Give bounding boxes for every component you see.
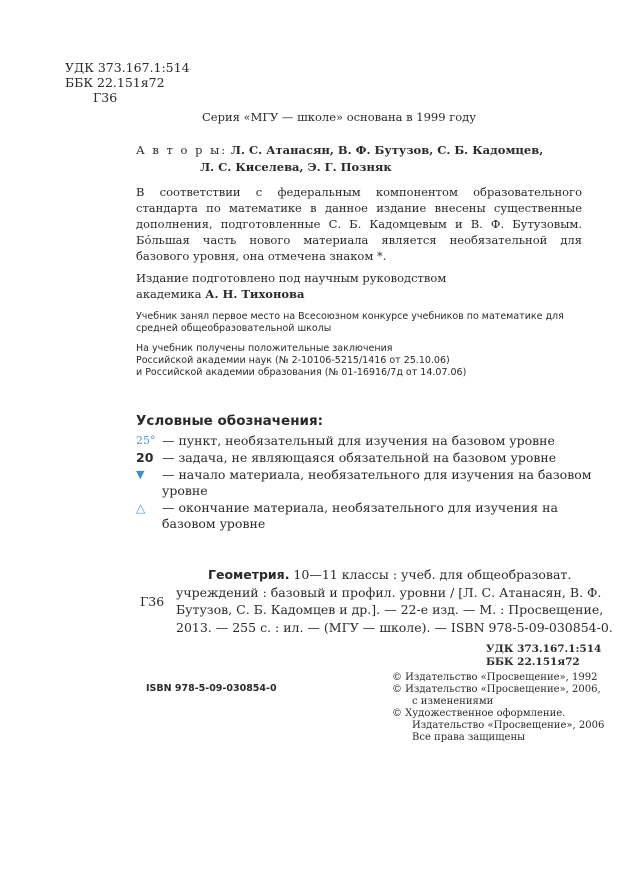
legend-text: — задача, не являющаяся обязательной на базовом уровне: [162, 450, 557, 465]
approval-note: [136, 343, 582, 379]
standard-paragraph: В соответствии с федеральным компонентом образовательного стандарта по математике в данное издание внесены существенные дополнения, подготовленные С. Б. Кадомцевым и В. Ф. Бутузовым. Бо́льшая часть нового материала является необязательной для базового уровня, она отмечена знаком *.: [136, 185, 582, 263]
authors-block: [136, 142, 543, 176]
legend-list: [136, 433, 606, 533]
catalog-code: Г36: [140, 594, 165, 609]
bbk-code-bottom: ББК 22.151я72: [486, 656, 580, 668]
isbn: ISBN 978-5-09-030854-0: [146, 683, 277, 694]
approval-line-2: Российской академии наук (№ 2-10106-5215/1416 от 25.10.06): [136, 355, 450, 366]
udk-code: УДК 373.167.1:514: [65, 60, 190, 75]
outline-triangle-icon: △: [136, 501, 146, 515]
series-line: Серия «МГУ — школе» основана в 1999 году: [202, 110, 477, 124]
supervision-paragraph: [136, 270, 582, 302]
legend-title: Условные обозначения:: [136, 413, 324, 429]
copyright-line: © Издательство «Просвещение», 2006,: [392, 684, 601, 695]
copyright-line: Издательство «Просвещение», 2006: [412, 720, 605, 731]
copyright-line: с изменениями: [412, 696, 494, 707]
copyright-line: © Художественное оформление.: [392, 708, 566, 719]
supervisor-name: А. Н. Тихонова: [205, 287, 305, 301]
legend-item: [136, 467, 606, 499]
copyright-line: © Издательство «Просвещение», 1992: [392, 672, 598, 683]
legend-item: [136, 450, 606, 466]
udk-block-top: [65, 60, 190, 105]
legend-text: — начало материала, необязательного для изучения на базовом уровне: [162, 467, 592, 498]
authors-label: А в т о р ы:: [136, 143, 228, 157]
supervision-prefix: академика: [136, 287, 206, 301]
filled-triangle-icon: ▼: [136, 468, 145, 481]
catalog-text: 10—11 классы : учеб. для общеобразоват. учреждений : базовый и профил. уровни / [Л. С. Атанасян, В. Ф. Бутузов, С. Б. Кадомцев и др.]. — 22-е изд. — М. : Просвещение, 2013. — 255 с. : ил. — (МГУ — школе). — ISBN 978-5-09-030854-0.: [176, 567, 613, 635]
copyright-block: [392, 672, 604, 744]
legend-item: [136, 433, 606, 449]
approval-line-1: На учебник получены положительные заключения: [136, 343, 393, 354]
catalog-entry: [176, 566, 620, 636]
optional-section-mark: 25°: [136, 434, 156, 447]
authors-line-2: Л. С. Киселева, Э. Г. Позняк: [200, 160, 392, 174]
legend-text: — пункт, необязательный для изучения на базовом уровне: [162, 433, 555, 448]
legend-item: [136, 500, 606, 532]
bbk-code: ББК 22.151я72: [65, 75, 165, 90]
author-mark: Г36: [93, 90, 118, 105]
catalog-title: Геометрия.: [208, 567, 290, 582]
authors-line-1: Л. С. Атанасян, В. Ф. Бутузов, С. Б. Кадомцев,: [230, 143, 544, 157]
legend-text: — окончание материала, необязательного для изучения на базовом уровне: [162, 500, 558, 531]
approval-line-3: и Российской академии образования (№ 01-16916/7д от 14.07.06): [136, 367, 467, 378]
supervision-line-1: Издание подготовлено под научным руководством: [136, 271, 447, 285]
copyright-line: Все права защищены: [412, 732, 526, 743]
optional-problem-mark: 20: [136, 450, 154, 465]
award-note: Учебник занял первое место на Всесоюзном конкурсе учебников по математике для средней общеобразовательной школы: [136, 311, 564, 334]
udk-block-bottom: [486, 643, 601, 669]
udk-code-bottom: УДК 373.167.1:514: [486, 643, 602, 655]
